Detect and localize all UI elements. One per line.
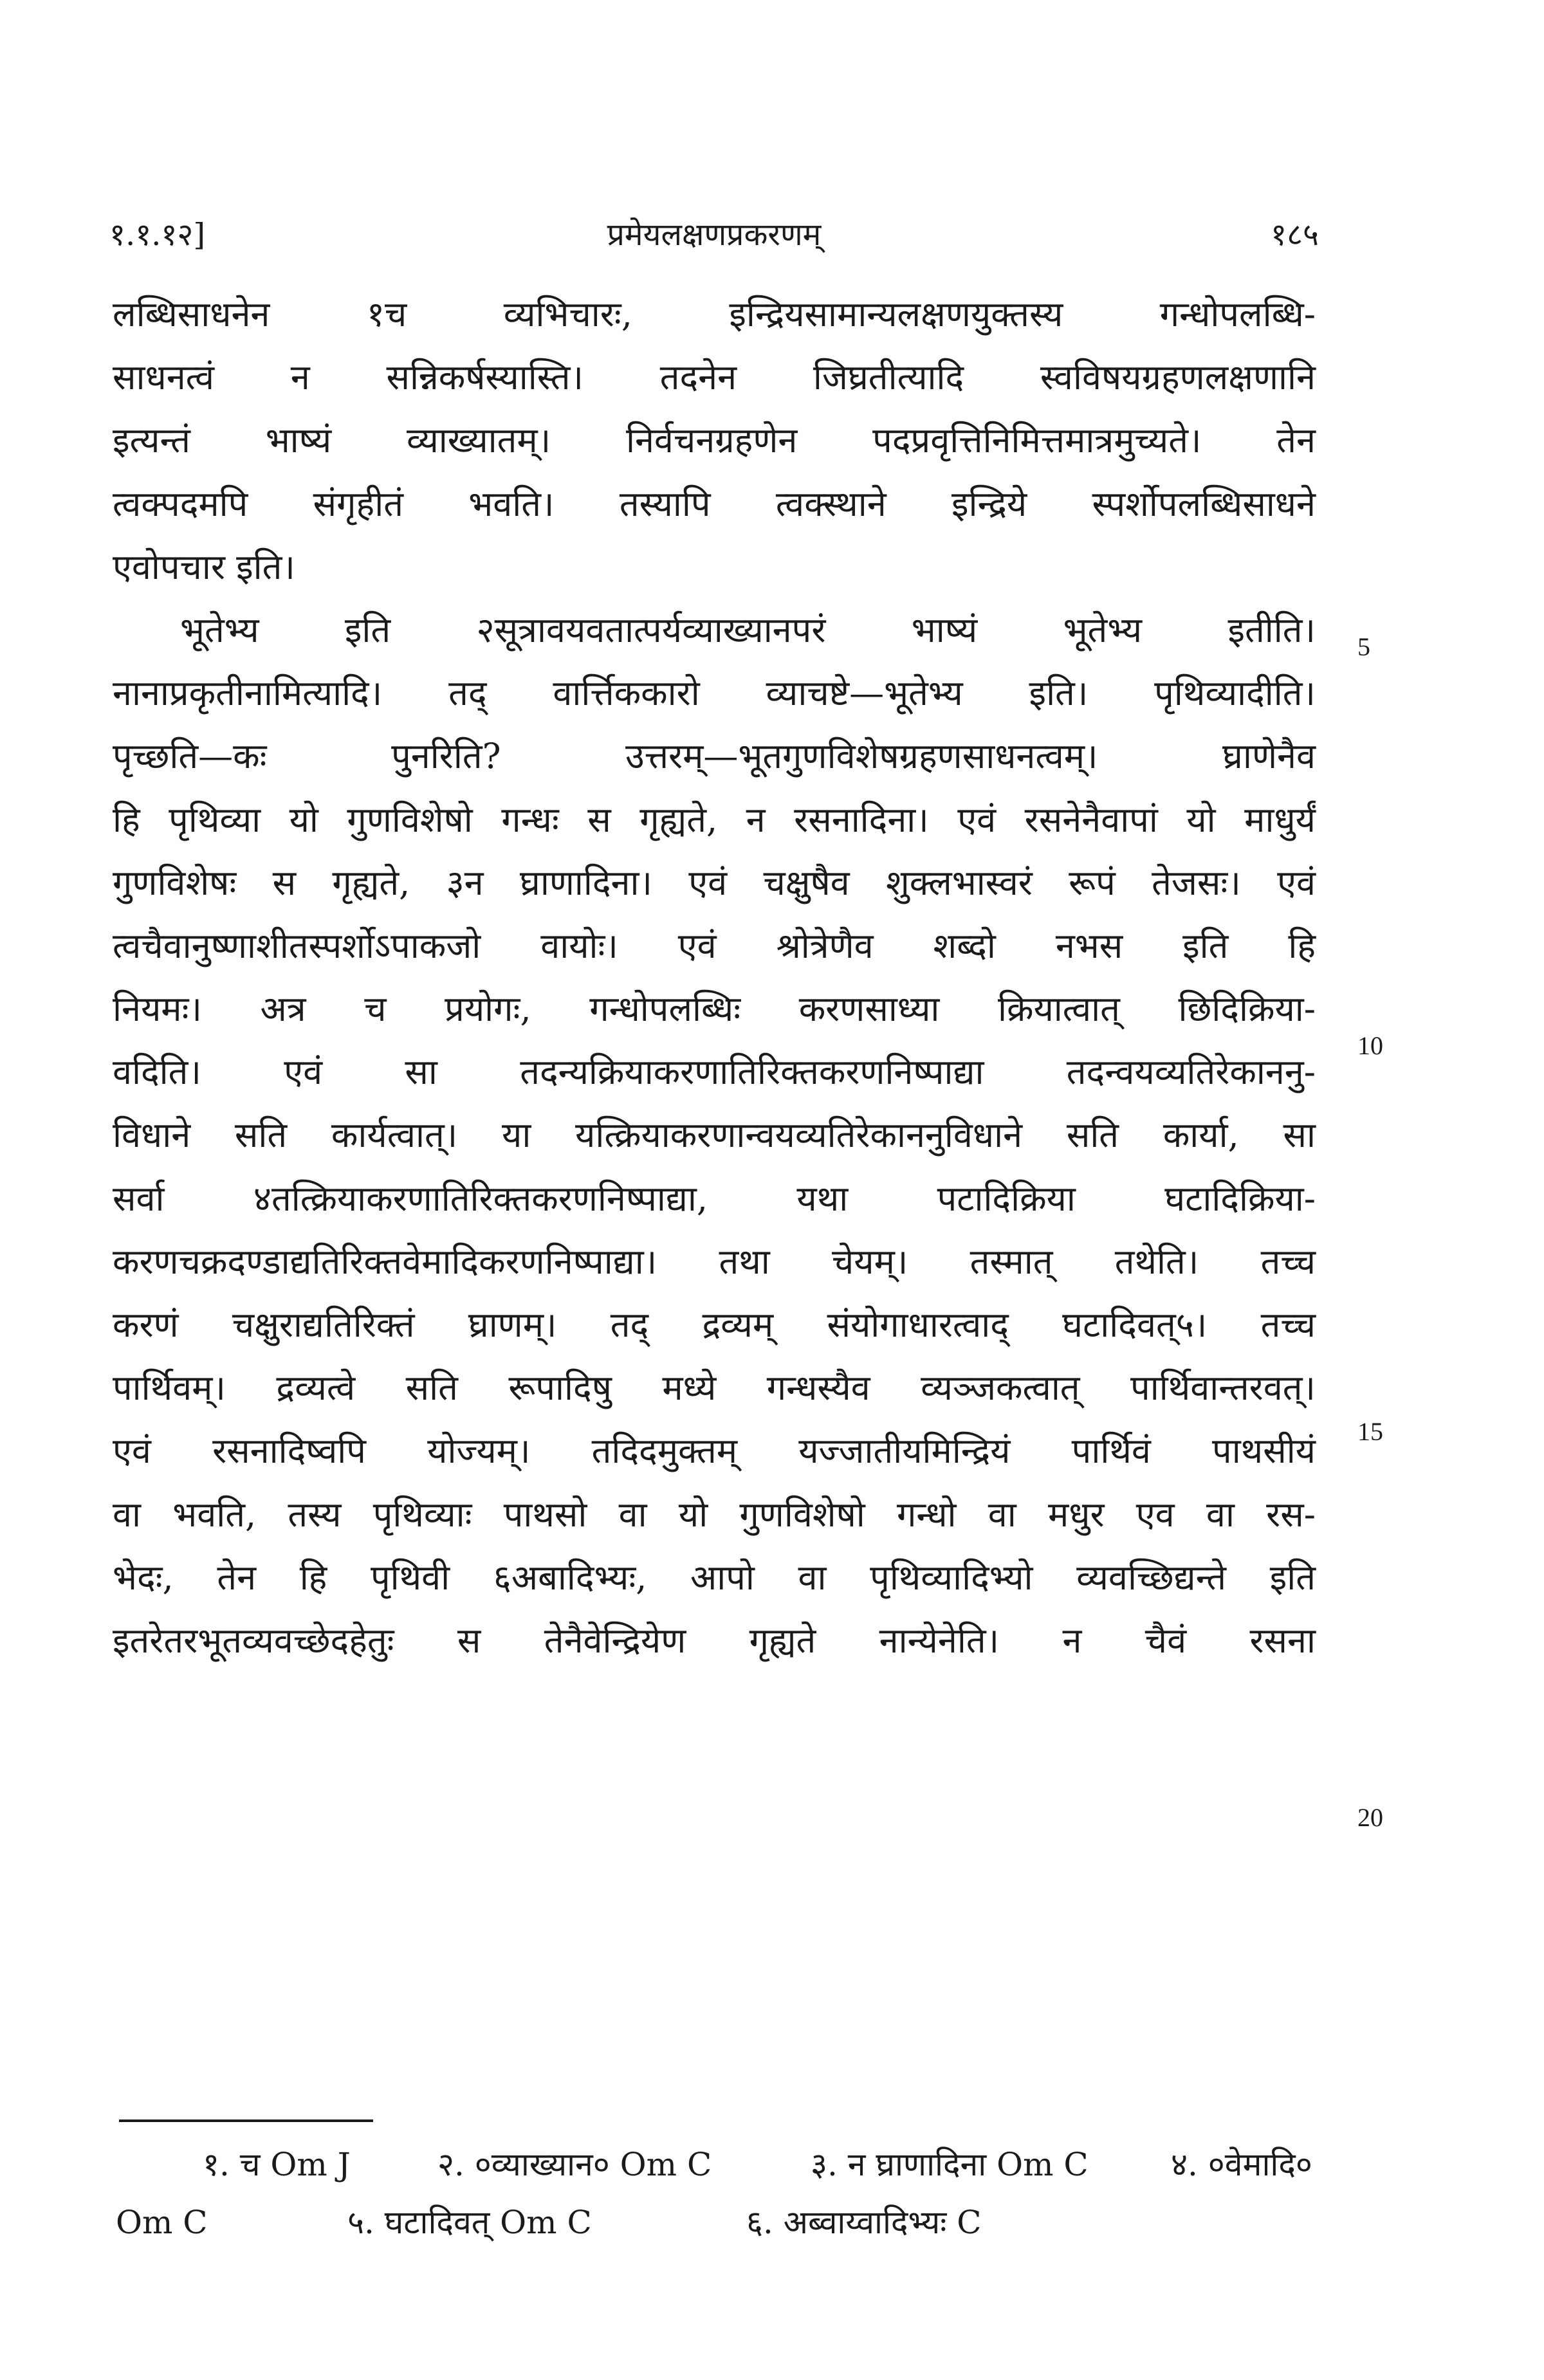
- text-line: वा भवति, तस्य पृथिव्याः पाथसो वा यो गुणविशेषो गन्धो वा मधुर एव वा रस-: [113, 1494, 1316, 1535]
- text-line: त्वक्पदमपि संगृहीतं भवति। तस्यापि त्वक्स्थाने इन्द्रिये स्पर्शोपलब्धिसाधने: [113, 483, 1316, 524]
- line-number: 5: [1357, 632, 1370, 661]
- text-line: इतरेतरभूतव्यवच्छेदहेतुः स तेनैवेन्द्रियेण गृह्यते नान्येनेति। न चैवं रसना: [113, 1620, 1316, 1661]
- text-line: वदिति। एवं सा तदन्यक्रियाकरणातिरिक्तकरणनिष्पाद्या तदन्वयव्यतिरेकाननु-: [113, 1052, 1316, 1093]
- line-number: 10: [1357, 1031, 1383, 1060]
- text-line: सर्वा ४तत्क्रियाकरणातिरिक्तकरणनिष्पाद्या, यथा पटादिक्रिया घटादिक्रिया-: [113, 1178, 1316, 1219]
- text-line: नानाप्रकृतीनामित्यादि। तद् वार्त्तिककारो व्याचष्टे—भूतेभ्य इति। पृथिव्यादीति।: [113, 673, 1316, 714]
- text-line: हि पृथिव्या यो गुणविशेषो गन्धः स गृह्यते, न रसनादिना। एवं रसनेनैवापां यो माधुर्यं: [113, 799, 1316, 840]
- footnote: ५. घटादिवत् Om C: [347, 2204, 592, 2241]
- text-line: विधाने सति कार्यत्वात्। या यत्क्रियाकरणान्वयव्यतिरेकाननुविधाने सति कार्या, सा: [113, 1115, 1316, 1156]
- footnote: २. ०व्याख्यान० Om C: [437, 2146, 712, 2183]
- text-line: त्वचैवानुष्णाशीतस्पर्शोऽपाकजो वायोः। एवं श्रोत्रेणैव शब्दो नभस इति हि: [113, 925, 1316, 966]
- page-number: १८५: [1271, 217, 1319, 253]
- text-line: इत्यन्तं भाष्यं व्याख्यातम्। निर्वचनग्रहणेन पदप्रवृत्तिनिमित्तमात्रमुच्यते। तेन: [113, 420, 1316, 461]
- text-line: गुणविशेषः स गृह्यते, ३न घ्राणादिना। एवं चक्षुषैव शुक्लभास्वरं रूपं तेजसः। एवं: [113, 862, 1316, 903]
- footnote-row: [116, 2136, 1325, 2193]
- text-line: पार्थिवम्। द्रव्यत्वे सति रूपादिषु मध्ये गन्धस्यैव व्यञ्जकत्वात् पार्थिवान्तरवत्।: [113, 1368, 1316, 1409]
- main-text: [113, 283, 1316, 1672]
- text-line: करणं चक्षुराद्यतिरिक्तं घ्राणम्। तद् द्रव्यम् संयोगाधारत्वाद् घटादिवत्५। तच्च: [113, 1304, 1316, 1345]
- section-reference: १.१.१२]: [109, 217, 206, 253]
- footnotes: [116, 2136, 1325, 2251]
- text-line: साधनत्वं न सन्निकर्षस्यास्ति। तदनेन जिघ्रतीत्यादि स्वविषयग्रहणलक्षणानि: [113, 357, 1316, 398]
- footnote: ३. न घ्राणादिना Om C: [811, 2146, 1089, 2183]
- text-line: पृच्छति—कः पुनरिति? उत्तरम्—भूतगुणविशेषग्रहणसाधनत्वम्। घ्राणेनैव: [113, 736, 1316, 777]
- text-line: एवोपचार इति।: [113, 546, 295, 587]
- footnote: १. च Om J: [203, 2146, 351, 2183]
- footnote-row: [116, 2193, 1325, 2251]
- running-head: [109, 206, 1319, 264]
- text-line: एवं रसनादिष्वपि योज्यम्। तदिदमुक्तम् यज्जातीयमिन्द्रियं पार्थिवं पाथसीयं: [113, 1431, 1316, 1472]
- text-line: नियमः। अत्र च प्रयोगः, गन्धोपलब्धिः करणसाध्या क्रियात्वात् छिदिक्रिया-: [113, 989, 1316, 1030]
- text-line: भेदः, तेन हि पृथिवी ६अबादिभ्यः, आपो वा पृथिव्यादिभ्यो व्यवच्छिद्यन्ते इति: [113, 1557, 1316, 1598]
- line-number: 20: [1357, 1803, 1383, 1832]
- text-line: करणचक्रदण्डाद्यतिरिक्तवेमादिकरणनिष्पाद्या। तथा चेयम्। तस्मात् तथेति। तच्च: [113, 1241, 1316, 1282]
- text-line: लब्धिसाधनेन १च व्यभिचारः, इन्द्रियसामान्यलक्षणयुक्तस्य गन्धोपलब्धि-: [113, 294, 1316, 334]
- text-line: भूतेभ्य इति २सूत्रावयवतात्पर्यव्याख्यानपरं भाष्यं भूतेभ्य इतीति।: [180, 609, 1316, 650]
- chapter-title: प्रमेयलक्षणप्रकरणम्: [607, 217, 822, 253]
- footnote: ६. अब्वाय्वादिभ्यः C: [746, 2204, 982, 2241]
- line-number: 15: [1357, 1417, 1383, 1446]
- footnote: Om C: [116, 2204, 208, 2241]
- footnote-rule: [119, 2119, 373, 2122]
- footnote: ४. ०वेमादि०: [1171, 2146, 1312, 2183]
